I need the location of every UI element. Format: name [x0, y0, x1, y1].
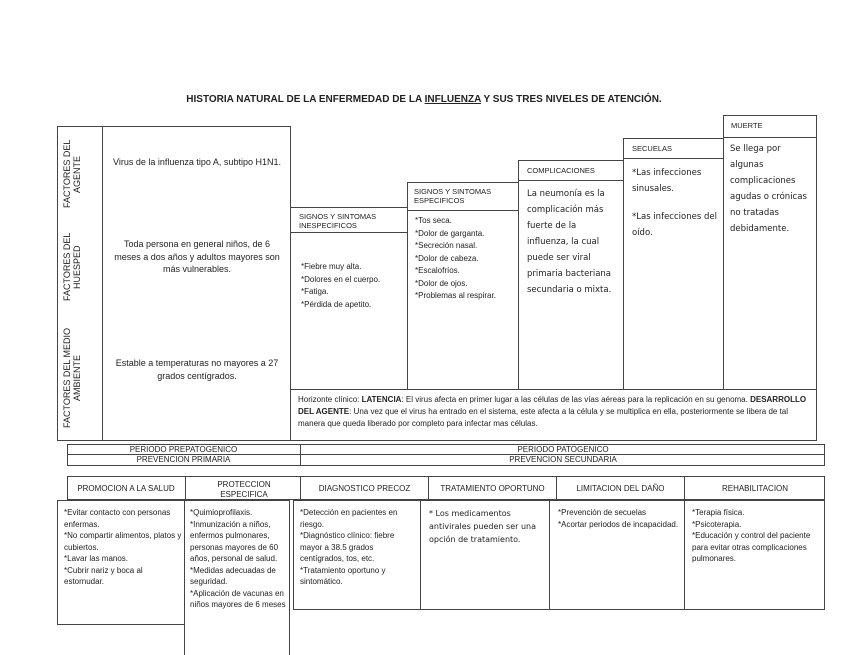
- level-body-limitacion: [549, 500, 685, 610]
- list-item: *Detección en pacientes en riesgo.: [300, 508, 398, 529]
- title-prefix: HISTORIA NATURAL DE LA ENFERMEDAD DE LA: [186, 94, 425, 105]
- list-item: *Inmunización a niños, enfermos pulmonares, personas mayores de 60 años, personal de salud.: [190, 519, 279, 563]
- level-header-limitacion: LIMITACION DEL DAÑO: [576, 484, 665, 493]
- prevencion-primaria: PREVENCION PRIMARIA: [136, 455, 231, 464]
- factor-agent-text: Virus de la influenza tipo A, subtipo H1N1.: [113, 157, 281, 167]
- list-item: *Dolor de garganta.: [415, 228, 485, 238]
- latencia-text: : El virus afecta en primer lugar a las células de las vías aéreas para la replicación en su genoma.: [401, 395, 751, 404]
- level-header-rehabilitacion: REHABILITACION: [721, 484, 789, 493]
- list-item: *Fiebre muy alta.: [301, 262, 362, 271]
- title-suffix: Y SUS TRES NIVELES DE ATENCIÓN.: [480, 94, 662, 105]
- period-prepatogenico: PERIODO PREPATOGENICO: [129, 445, 238, 454]
- stage-muerte-header: MUERTE: [731, 121, 763, 130]
- stage-secuelas: [623, 138, 724, 390]
- list-item: *Psicoterapia.: [692, 519, 742, 529]
- list-item: *Dolor de ojos.: [415, 278, 468, 288]
- stage-especificos-divider: [408, 210, 518, 211]
- stage-secuelas-header: SECUELAS: [632, 144, 673, 153]
- level-list-rehabilitacion: [692, 507, 818, 565]
- page-title: [0, 94, 848, 105]
- list-item: *Acortar periodos de incapacidad.: [558, 519, 679, 529]
- list-item: * Los medicamentos antivirales pueden ser una opción de tratamiento.: [429, 509, 536, 544]
- level-list-limitacion: [558, 507, 680, 530]
- level-list-diagnostico: [300, 507, 412, 588]
- list-item: *Pérdida de apetito.: [301, 299, 372, 309]
- list-item: *Fatiga.: [301, 287, 329, 296]
- list-item: *Tos seca.: [415, 216, 452, 225]
- title-disease: INFLUENZA: [424, 94, 481, 105]
- level-header-diagnostico: DIAGNOSTICO PRECOZ: [318, 484, 411, 493]
- list-item: *Dolor de cabeza.: [415, 253, 479, 263]
- stage-muerte: [723, 115, 817, 390]
- level-header-tratamiento: TRATAMIENTO OPORTUNO: [440, 484, 545, 493]
- list-item: *Lavar las manos.: [64, 554, 129, 563]
- period-patogenico: PERIODO PATOGENICO: [517, 445, 609, 454]
- list-item: *Evitar contacto con personas enfermas.: [64, 508, 171, 529]
- level-body-rehabilitacion: [684, 500, 825, 610]
- level-header-proteccion: PROTECCION ESPECIFICA: [217, 480, 271, 499]
- list-item: *Diagnóstico clínico: fiebre mayor a 38.5 grados centígrados, tos, etc.: [300, 531, 395, 563]
- stage-especificos-list: [415, 215, 515, 303]
- level-list-proteccion: [190, 507, 288, 611]
- stage-especificos: [407, 182, 519, 390]
- stage-inespecificos-divider: [291, 232, 407, 233]
- clinical-horizon: [290, 389, 817, 441]
- level-body-promocion: [57, 500, 185, 625]
- stage-complicaciones-text: La neumonía es la complicación más fuerte de la influenza, la cual puede ser viral primaria bacteriana secundaria o mixta.: [527, 189, 612, 295]
- list-item: *No compartir alimentos, platos y cubiertos.: [64, 531, 182, 552]
- factor-host-text: Toda persona en general niños, de 6 meses a dos años y adultos mayores son más vulnerables.: [114, 239, 280, 274]
- level-body-tratamiento: [420, 500, 550, 610]
- stage-secuelas-item-2: *Las infecciones del oído.: [632, 212, 717, 238]
- levels-divider: [185, 476, 186, 500]
- stage-complicaciones-divider: [519, 180, 623, 181]
- factor-agent-label: FACTORES DEL AGENTE: [62, 139, 82, 209]
- list-item: *Escalofríos.: [415, 266, 460, 275]
- factor-host-label: FACTORES DEL HUESPED: [62, 232, 82, 302]
- list-item: *Tratamiento oportuno y sintomático.: [300, 565, 386, 586]
- level-list-promocion: [64, 507, 182, 588]
- level-list-tratamiento: [429, 507, 543, 546]
- list-item: *Quimioprofilaxis.: [190, 508, 253, 517]
- list-item: *Problemas al respirar.: [415, 291, 496, 300]
- list-item: *Educación y control del paciente para evitar otras complicaciones pulmonares.: [692, 531, 811, 563]
- stage-inespecificos-header: SIGNOS Y SINTOMAS INESPECIFICOS: [299, 212, 377, 230]
- latencia-label: LATENCIA: [361, 395, 402, 404]
- factor-environment-label: FACTORES DEL MEDIO AMBIENTE: [62, 327, 82, 429]
- list-item: *Prevención de secuelas: [558, 508, 647, 517]
- level-header-promocion: PROMOCION A LA SALUD: [77, 484, 175, 493]
- stage-especificos-header: SIGNOS Y SINTOMAS ESPECIFICOS: [414, 187, 492, 205]
- level-body-diagnostico: [293, 500, 421, 610]
- stage-inespecificos-list: [301, 261, 405, 311]
- stage-muerte-divider: [724, 137, 816, 138]
- desarrollo-label: DESARROLLO DEL AGENTE: [298, 395, 807, 416]
- list-item: *Aplicación de vacunas en niños mayores de 6 meses: [190, 588, 286, 609]
- stage-muerte-text: Se llega por algunas complicaciones agudas o crónicas no tratadas debidamente.: [730, 144, 807, 234]
- list-item: *Dolores en el cuerpo.: [301, 274, 381, 284]
- factor-environment-text: Estable a temperaturas no mayores a 27 grados centígrados.: [115, 358, 279, 381]
- desarrollo-text: : Una vez que el virus ha entrado en el sistema, este afecta a la célula y se multiplica en ella, posteriormente se libera de tal manera que queda liberado por completo para infectar mas células.: [298, 407, 789, 428]
- list-item: *Terapia física.: [692, 508, 745, 517]
- prevencion-secundaria: PREVENCION SECUNDARIA: [509, 455, 617, 464]
- list-item: *Secreción nasal.: [415, 241, 478, 250]
- clinical-horizon-text: [298, 394, 812, 430]
- stage-inespecificos: [290, 207, 408, 390]
- stage-complicaciones: [518, 160, 624, 390]
- stage-complicaciones-header: COMPLICACIONES: [527, 166, 595, 175]
- horizon-label: Horizonte clínico:: [298, 395, 362, 404]
- level-body-proteccion: [184, 500, 290, 655]
- stage-secuelas-item-1: *Las infecciones sinusales.: [632, 168, 702, 194]
- stage-secuelas-divider: [624, 158, 723, 159]
- list-item: *Cubrir nariz y boca al estornudar.: [64, 565, 143, 586]
- factors-divider: [102, 126, 103, 441]
- list-item: *Medidas adecuadas de seguridad.: [190, 565, 276, 586]
